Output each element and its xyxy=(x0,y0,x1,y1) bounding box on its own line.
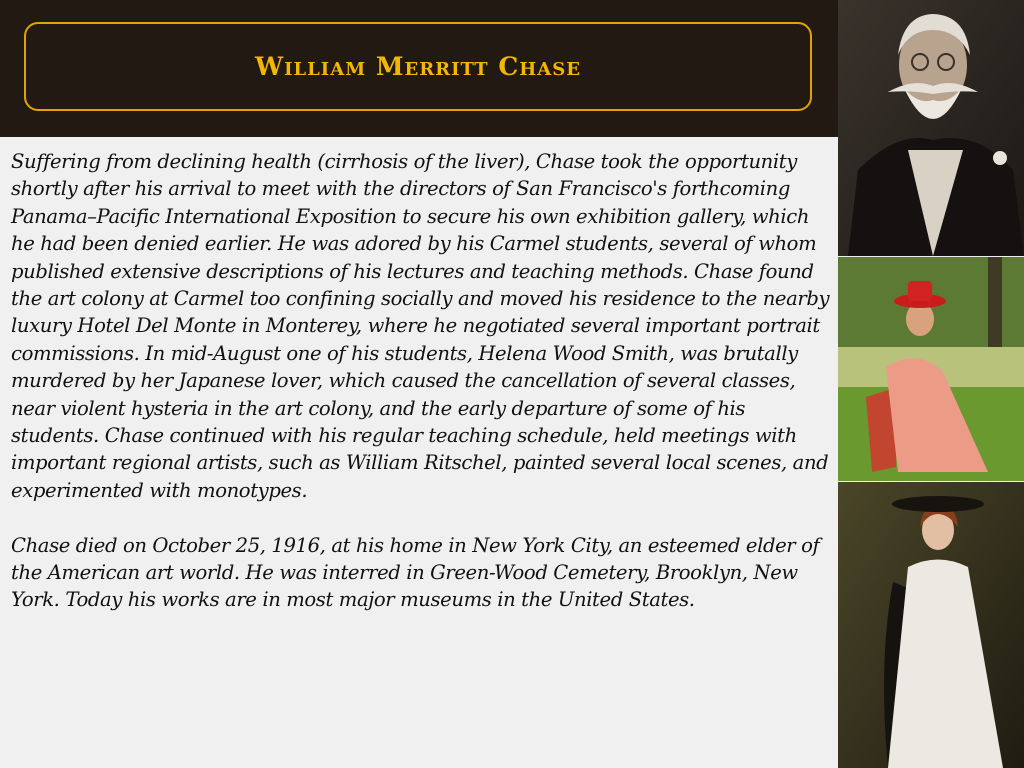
paragraph-death: Chase died on October 25, 1916, at his home in New York City, an esteemed elder of the American art world. He was interred in Green-Wood Cemetery, Brooklyn, New York. Today his works are in most major museums in the United States. xyxy=(11,533,820,612)
portrait-photo xyxy=(838,0,1024,256)
title-frame xyxy=(24,22,812,111)
paragraph-health: Suffering from declining health (cirrhosis of the liver), Chase took the opportunity shortly after his arrival to meet with the directors of San Francisco's forthcoming Panama–Pacific International Exposition to secure his own exhibition gallery, which he had been denied earlier. He was adored by his Carmel students, several of whom published extensive descriptions of his lectures and teaching methods. Chase found the art colony at Carmel too confining socially and moved his residence to the nearby luxury Hotel Del Monte in Monterey, where he negotiated several important portrait commissions. In mid-August one of his students, Helena Wood Smith, was brutally murdered by her Japanese lover, which caused the cancellation of several classes, near violent hysteria in the art colony, and the early departure of some of his students. Chase continued with his regular teaching schedule, held meetings with important regional artists, such as William Ritschel, painted several local scenes, and experimented with monotypes. xyxy=(11,150,830,502)
garden-painting xyxy=(838,257,1024,481)
slide-title: William Merritt Chase xyxy=(255,52,581,81)
title-banner xyxy=(0,0,838,137)
body-text xyxy=(11,148,835,614)
portrait-painting xyxy=(838,482,1024,768)
